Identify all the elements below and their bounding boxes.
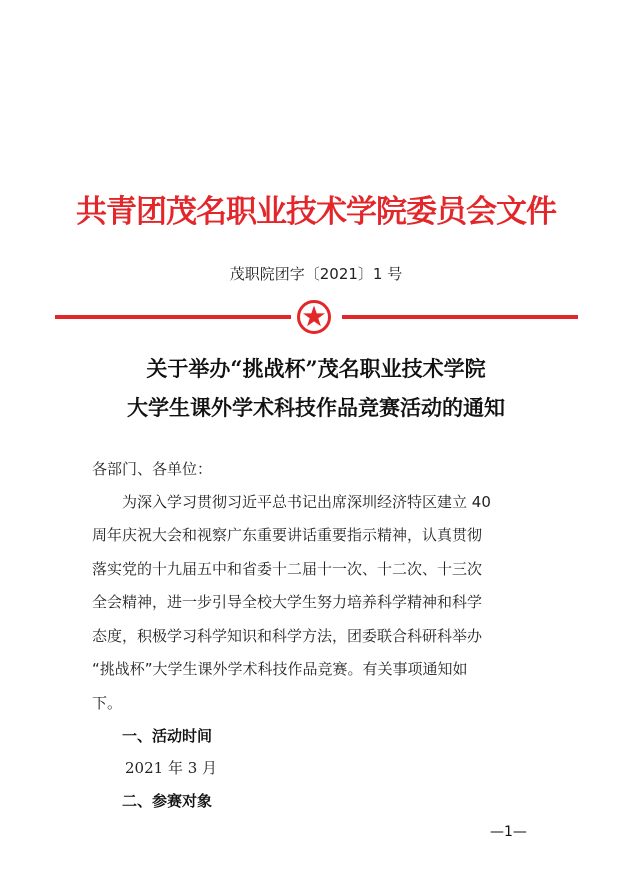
page-number: —1—: [490, 824, 527, 840]
paragraph-line: 全会精神，进一步引导全校大学生努力培养科学精神和科学: [92, 593, 483, 611]
paragraph-line: 落实党的十九届五中和省委十二届十一次、十二次、十三次: [92, 560, 483, 578]
paragraph-line: 周年庆祝大会和视察广东重要讲话重要指示精神，认真贯彻: [92, 526, 483, 544]
section-heading-activity-time: 一、活动时间: [122, 727, 213, 745]
paragraph-line: 下。: [92, 694, 123, 712]
document-number: 茂职院团字〔2021〕1 号: [229, 265, 403, 283]
notice-title-line-1: 关于举办“挑战杯”茂名职业技术学院: [146, 356, 486, 381]
red-star-icon: [296, 299, 332, 335]
activity-date: 2021 年 3 月: [125, 759, 218, 777]
red-divider-left: [55, 315, 291, 319]
paragraph-line: 态度，积极学习科学知识和科学方法，团委联合科研科举办: [92, 627, 483, 645]
organization-header: 共青团茂名职业技术学院委员会文件: [76, 194, 556, 230]
red-divider-right: [342, 315, 578, 319]
section-heading-participants: 二、参赛对象: [122, 792, 213, 810]
paragraph-line: “挑战杯”大学生课外学术科技作品竞赛。有关事项通知如: [92, 660, 468, 678]
paragraph-line: 为深入学习贯彻习近平总书记出席深圳经济特区建立 40: [122, 493, 491, 511]
notice-title-line-2: 大学生课外学术科技作品竞赛活动的通知: [127, 395, 505, 420]
salutation: 各部门、各单位：: [92, 460, 213, 478]
